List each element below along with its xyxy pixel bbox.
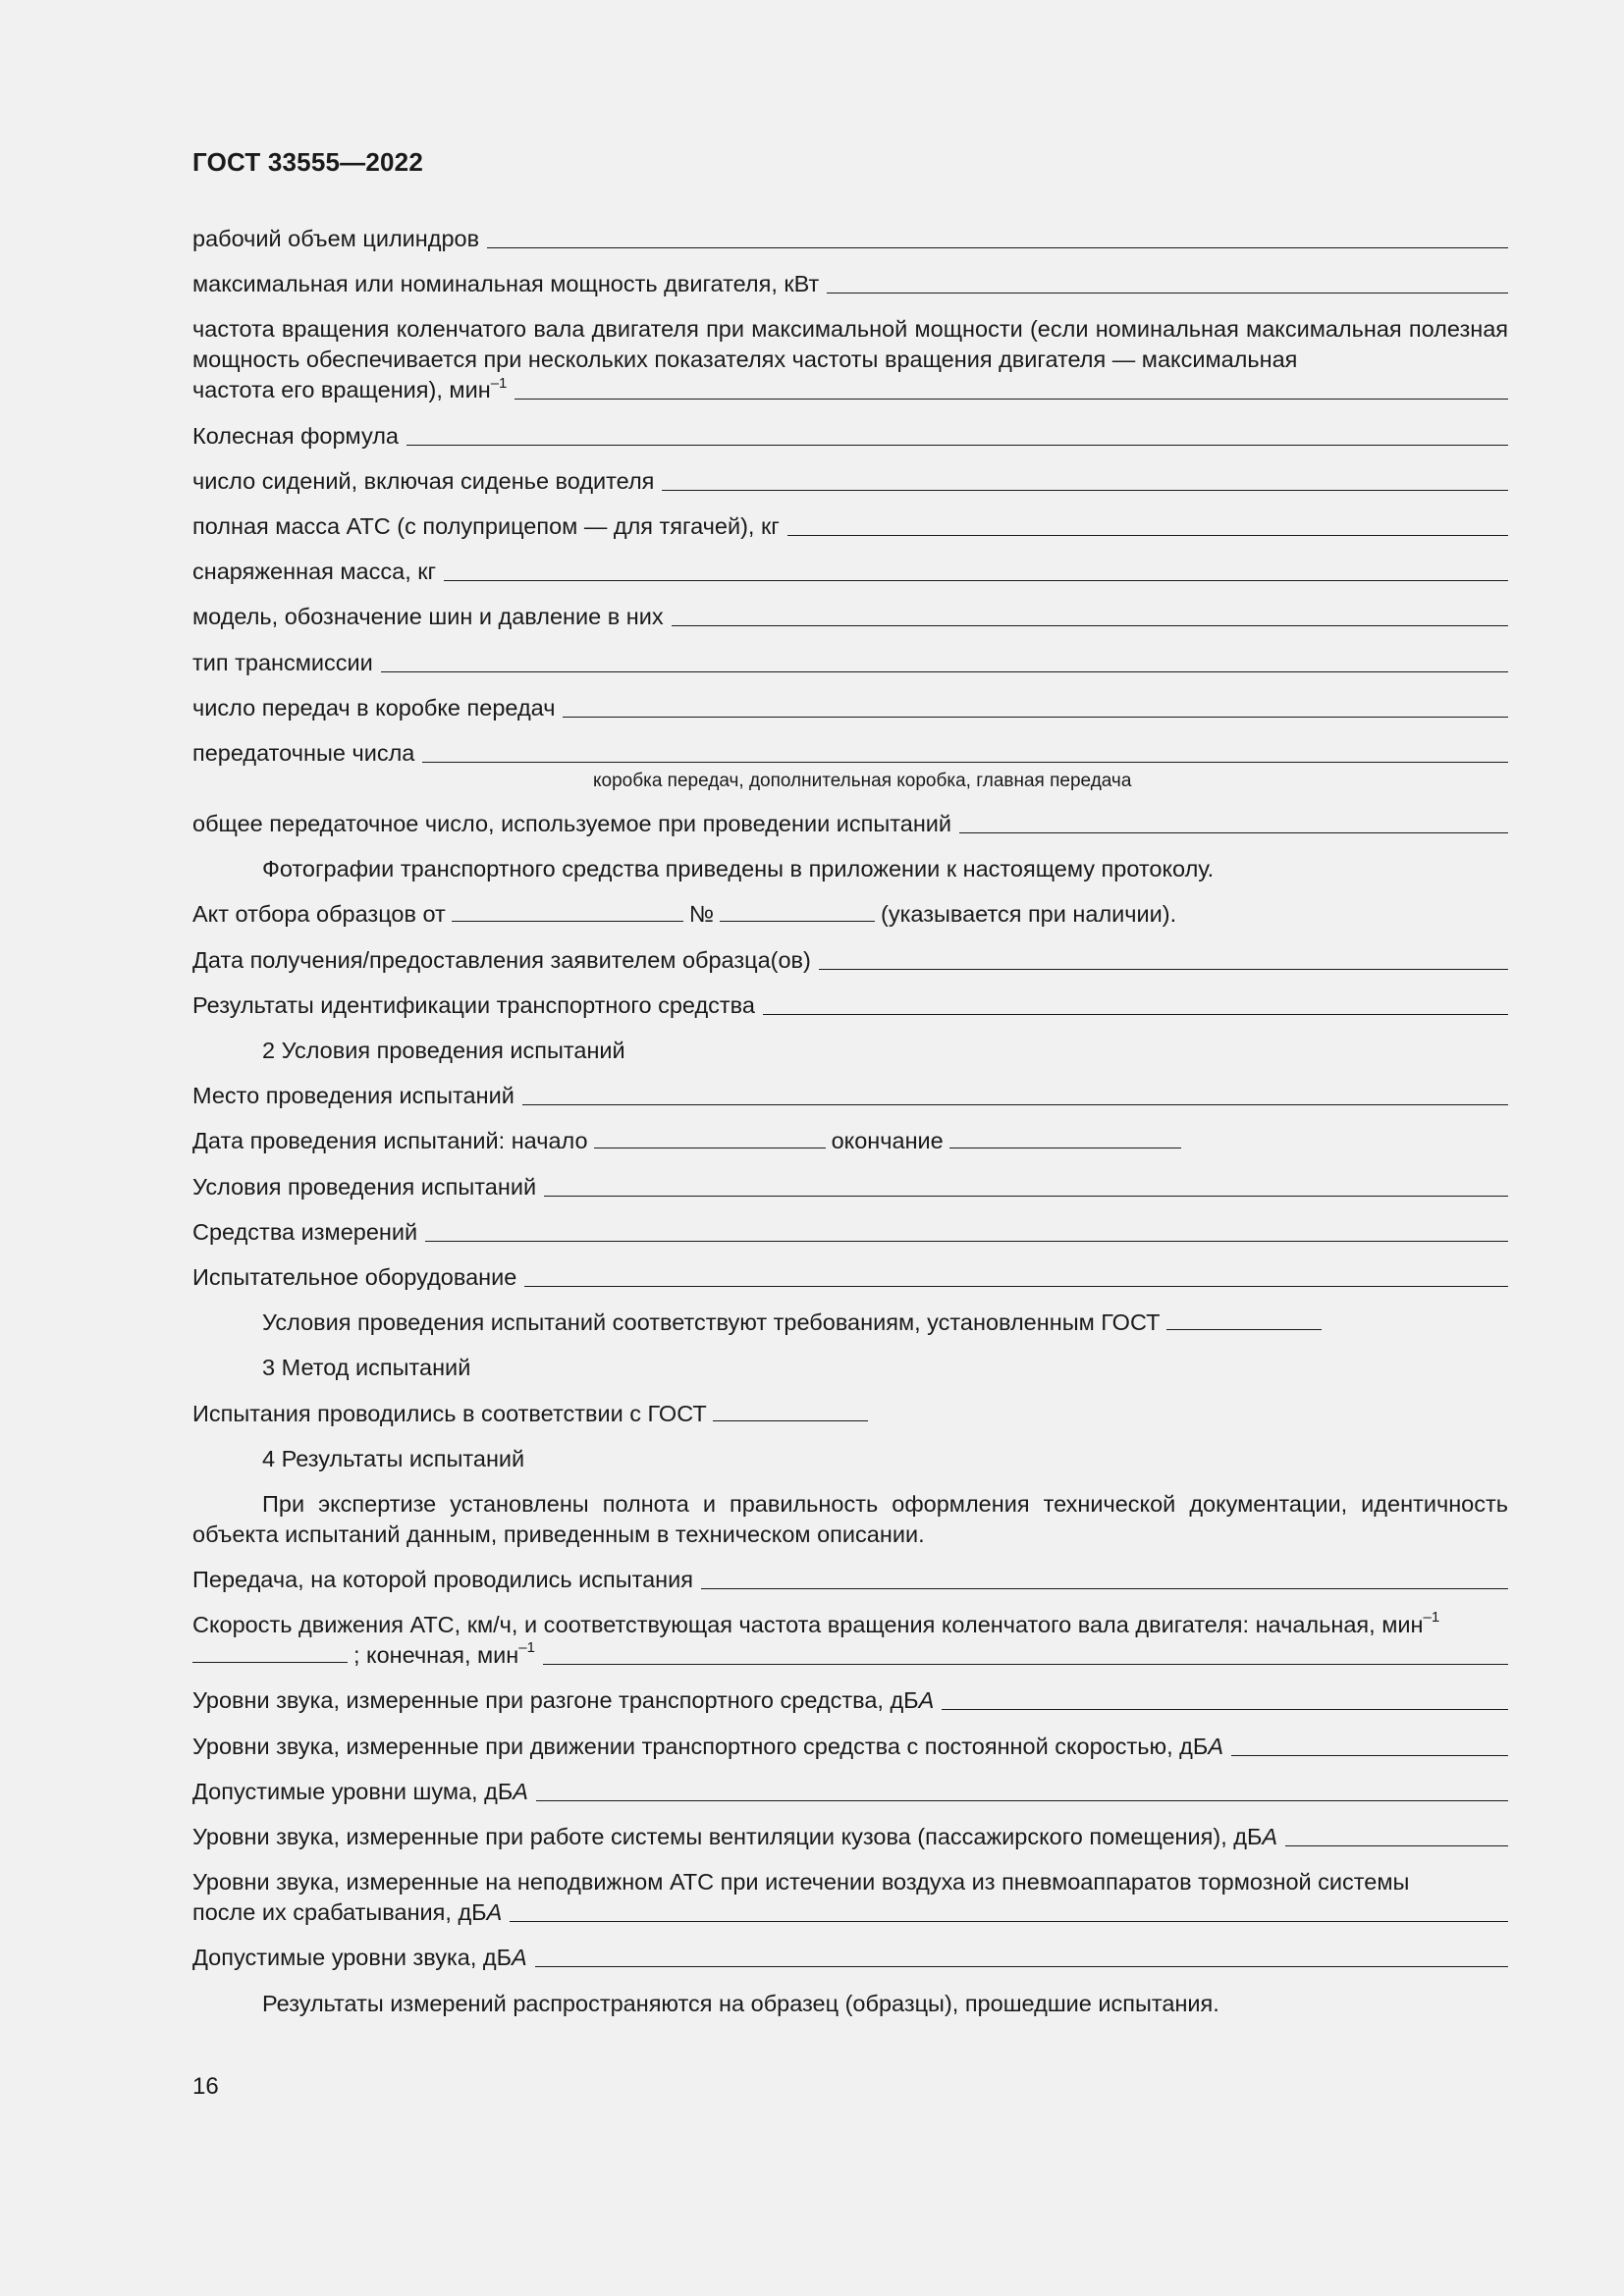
superscript: –1 (1423, 1609, 1440, 1627)
fill-line (949, 1147, 1181, 1148)
field-label: Передача, на которой проводились испытания (192, 1567, 693, 1593)
field-row (192, 557, 1508, 587)
fill-line (452, 920, 683, 922)
field-label: Колесная формула (192, 422, 399, 449)
field-row (192, 809, 1508, 839)
fill-line (514, 398, 1508, 400)
field-row (192, 693, 1508, 723)
field-label: Результаты идентификации транспортного средства (192, 991, 755, 1018)
paragraph: Уровни звука, измеренные на неподвижном АТС при истечении воздуха из пневмоаппаратов тормозной системы (192, 1869, 1410, 1896)
fill-line (487, 246, 1508, 248)
field-label: Уровни звука, измеренные при работе системы вентиляции кузова (пассажирского помещения), дБ (192, 1824, 1263, 1849)
field-row (192, 1308, 1508, 1338)
fill-line (1231, 1754, 1508, 1756)
field-label: Акт отбора образцов от (192, 901, 446, 928)
field-row (192, 1126, 1508, 1156)
paragraph: частота вращения коленчатого вала двигателя при максимальной мощности (если номинальная максимальная полезная мощность обеспечивается при нескольких показателях частоты вращения двигателя — максимальная (192, 316, 1508, 373)
field-label: Средства измерений (192, 1218, 418, 1245)
field-row (192, 466, 1508, 497)
fill-line (720, 920, 875, 922)
fill-line (819, 968, 1508, 970)
unit-letter: А (918, 1687, 935, 1714)
field-label: после их срабатывания, дБ (192, 1899, 487, 1926)
unit-letter: А (512, 1945, 527, 1971)
field-label: Дата получения/предоставления заявителем образца(ов) (192, 946, 811, 973)
field-row (192, 375, 1508, 405)
section-heading: 2 Условия проведения испытаний (262, 1038, 625, 1063)
field-label: Допустимые уровни шума, дБ (192, 1778, 514, 1804)
field-label: Испытательное оборудование (192, 1263, 517, 1290)
fill-line (422, 761, 1508, 763)
paragraph: Фотографии транспортного средства приведены в приложении к настоящему протоколу. (262, 856, 1215, 882)
document-body (192, 224, 1508, 2034)
field-label: (указывается при наличии). (881, 901, 1177, 928)
field-row (192, 899, 1508, 930)
fill-line (662, 489, 1508, 491)
field-label: модель, обозначение шин и давление в них (192, 604, 664, 630)
field-row (192, 1943, 1508, 1973)
field-label: снаряженная масса, кг (192, 559, 437, 585)
field-label: окончание (831, 1128, 944, 1154)
fill-line (544, 1195, 1508, 1197)
field-row (192, 511, 1508, 542)
section-heading: 3 Метод испытаний (262, 1355, 471, 1381)
field-label: Испытания проводились в соответствии с ГОСТ (192, 1400, 707, 1426)
fill-line (763, 1013, 1508, 1015)
fill-line (510, 1920, 1508, 1922)
fill-line (563, 716, 1508, 718)
fill-line (406, 444, 1508, 446)
field-label: № (688, 901, 715, 928)
field-label: полная масса АТС (с полуприцепом — для тягачей), кг (192, 512, 780, 539)
field-label: рабочий объем цилиндров (192, 226, 480, 251)
field-label: Место проведения испытаний (192, 1083, 514, 1109)
field-label: тип трансмиссии (192, 649, 373, 675)
fill-line (524, 1285, 1508, 1287)
field-row (192, 269, 1508, 299)
fill-line (536, 1799, 1508, 1801)
field-row (192, 1685, 1508, 1716)
fill-line (425, 1240, 1508, 1242)
document-header: ГОСТ 33555—2022 (192, 147, 423, 177)
field-label: Дата проведения испытаний: начало (192, 1128, 588, 1154)
fill-line (522, 1103, 1508, 1105)
fill-line (381, 670, 1508, 672)
field-row (192, 1640, 1508, 1671)
field-label: ; конечная, мин (353, 1642, 519, 1669)
field-label: Уровни звука, измеренные при движении транспортного средства с постоянной скоростью, дБ (192, 1733, 1209, 1759)
field-row (192, 1565, 1508, 1595)
fill-line (942, 1708, 1508, 1710)
fill-line (713, 1419, 868, 1421)
field-label: передаточные числа (192, 739, 415, 766)
field-label: Условия проведения испытаний (192, 1173, 537, 1200)
field-row (192, 1897, 1508, 1928)
fill-line (787, 534, 1508, 536)
field-row (192, 945, 1508, 976)
field-row (192, 648, 1508, 678)
field-row (192, 1822, 1508, 1852)
paragraph: При экспертизе установлены полнота и правильность оформления технической документации, идентичность объекта испытаний данным, приведенным в техническом описании. (192, 1490, 1508, 1547)
unit-letter: А (486, 1899, 503, 1926)
page-number: 16 (192, 2073, 219, 2100)
field-label: частота его вращения), мин (192, 377, 491, 403)
fill-line (543, 1663, 1508, 1665)
field-label: Допустимые уровни звука, дБ (192, 1945, 513, 1971)
field-label: число сидений, включая сиденье водителя (192, 467, 655, 494)
field-row (192, 1262, 1508, 1293)
field-row (192, 1732, 1508, 1762)
field-row (192, 738, 1508, 769)
unit-letter: А (1262, 1824, 1278, 1849)
field-label: Скорость движения АТС, км/ч, и соответствующая частота вращения коленчатого вала двигателя: начальная, мин (192, 1612, 1424, 1638)
field-label: общее передаточное число, используемое при проведении испытаний (192, 811, 952, 837)
fill-line (594, 1147, 826, 1148)
field-row (192, 1081, 1508, 1111)
fill-line (535, 1965, 1508, 1967)
field-label: Условия проведения испытаний соответствуют требованиям, установленным ГОСТ (262, 1309, 1161, 1336)
field-row (192, 224, 1508, 254)
field-label: Уровни звука, измеренные при разгоне транспортного средства, дБ (192, 1687, 919, 1714)
unit-letter: А (1208, 1733, 1224, 1759)
field-label: число передач в коробке передач (192, 694, 556, 721)
paragraph: Результаты измерений распространяются на образец (образцы), прошедшие испытания. (262, 1990, 1219, 2016)
fill-line (444, 579, 1508, 581)
field-row (192, 1399, 1508, 1429)
fill-line (1285, 1844, 1508, 1846)
fill-line (701, 1587, 1508, 1589)
field-row (192, 990, 1508, 1021)
field-row (192, 421, 1508, 452)
fill-line (827, 292, 1508, 294)
superscript: –1 (518, 1639, 535, 1657)
superscript: –1 (490, 374, 508, 392)
field-row (192, 1777, 1508, 1807)
fill-line (959, 831, 1508, 833)
field-row (192, 1217, 1508, 1248)
field-row (192, 1172, 1508, 1202)
fill-line (192, 1661, 348, 1663)
fill-line (1166, 1328, 1322, 1330)
field-caption: коробка передач, дополнительная коробка, главная передача (593, 771, 1132, 792)
paragraph (192, 1610, 1508, 1640)
field-row (192, 602, 1508, 632)
field-label: максимальная или номинальная мощность двигателя, кВт (192, 271, 820, 297)
fill-line (672, 624, 1508, 626)
section-heading: 4 Результаты испытаний (262, 1445, 525, 1471)
unit-letter: А (513, 1778, 528, 1804)
